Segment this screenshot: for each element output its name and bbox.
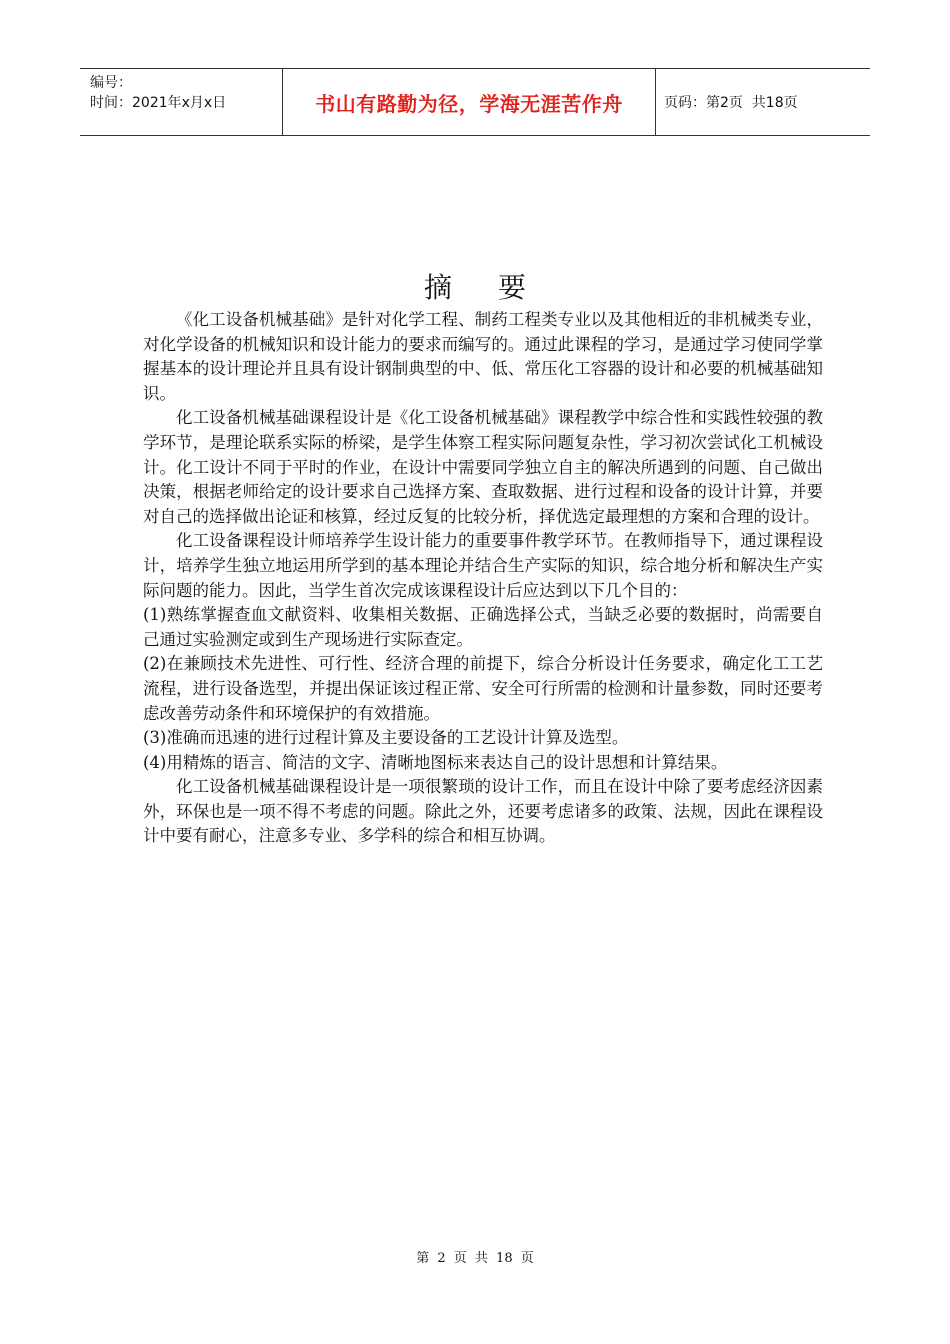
list-item-goal-1: (1)熟练掌握查血文献资料、收集相关数据、正确选择公式，当缺乏必要的数据时，尚需要自己通过实验测定或到生产现场进行实际查定。 xyxy=(143,605,823,649)
paragraph-intro: 《化工设备机械基础》是针对化学工程、制药工程类专业以及其他相近的非机械类专业，对化学设备的机械知识和设计能力的要求而编写的。通过此课程的学习，是通过学习使同学掌握基本的设计理论并且具有设计钢制典型的中、低、常压化工容器的设计和必要的机械基础知识。 xyxy=(143,310,823,403)
header-page-info: 页码：第2页 共18页 xyxy=(664,95,798,111)
page-title: 摘要 xyxy=(423,271,572,304)
document-number-label: 编号： xyxy=(90,75,132,91)
paragraph-goals: 化工设备课程设计师培养学生设计能力的重要事件教学环节。在教师指导下，通过课程设计，培养学生独立地运用所学到的基本理论并结合生产实际的知识，综合地分析和解决生产实际问题的能力。因此，当学生首次完成该课程设计后应达到以下几个目的： xyxy=(143,531,823,600)
header-meta xyxy=(80,69,282,135)
page-header xyxy=(80,68,870,136)
header-motto: 书山有路勤为径，学海无涯苦作舟 xyxy=(282,69,656,135)
list-item-goal-2: (2)在兼顾技术先进性、可行性、经济合理的前提下，综合分析设计任务要求，确定化工工艺流程，进行设备选型，并提出保证该过程正常、安全可行所需的检测和计量参数，同时还要考虑改善劳动条件和环境保护的有效措施。 xyxy=(143,654,823,723)
page-footer: 第 2 页 共 18 页 xyxy=(416,1251,534,1266)
list-item-goal-3: (3)准确而迅速的进行过程计算及主要设备的工艺设计计算及选型。 xyxy=(143,728,629,748)
abstract-body xyxy=(143,308,823,849)
paragraph-conclusion: 化工设备机械基础课程设计是一项很繁琐的设计工作，而且在设计中除了要考虑经济因素外，环保也是一项不得不考虑的问题。除此之外，还要考虑诸多的政策、法规，因此在课程设计中要有耐心，注意多专业、多学科的综合和相互协调。 xyxy=(143,777,823,846)
document-time-label: 时间：2021年x月x日 xyxy=(90,95,227,111)
paragraph-course-design: 化工设备机械基础课程设计是《化工设备机械基础》课程教学中综合性和实践性较强的教学环节，是理论联系实际的桥梁，是学生体察工程实际问题复杂性，学习初次尝试化工机械设计。化工设计不同于平时的作业，在设计中需要同学独立自主的解决所遇到的问题、自己做出决策，根据老师给定的设计要求自己选择方案、查取数据、进行过程和设备的设计计算，并要对自己的选择做出论证和核算，经过反复的比较分析，择优选定最理想的方案和合理的设计。 xyxy=(143,408,823,526)
list-item-goal-4: (4)用精炼的语言、简洁的文字、清晰地图标来表达自己的设计思想和计算结果。 xyxy=(143,752,728,772)
